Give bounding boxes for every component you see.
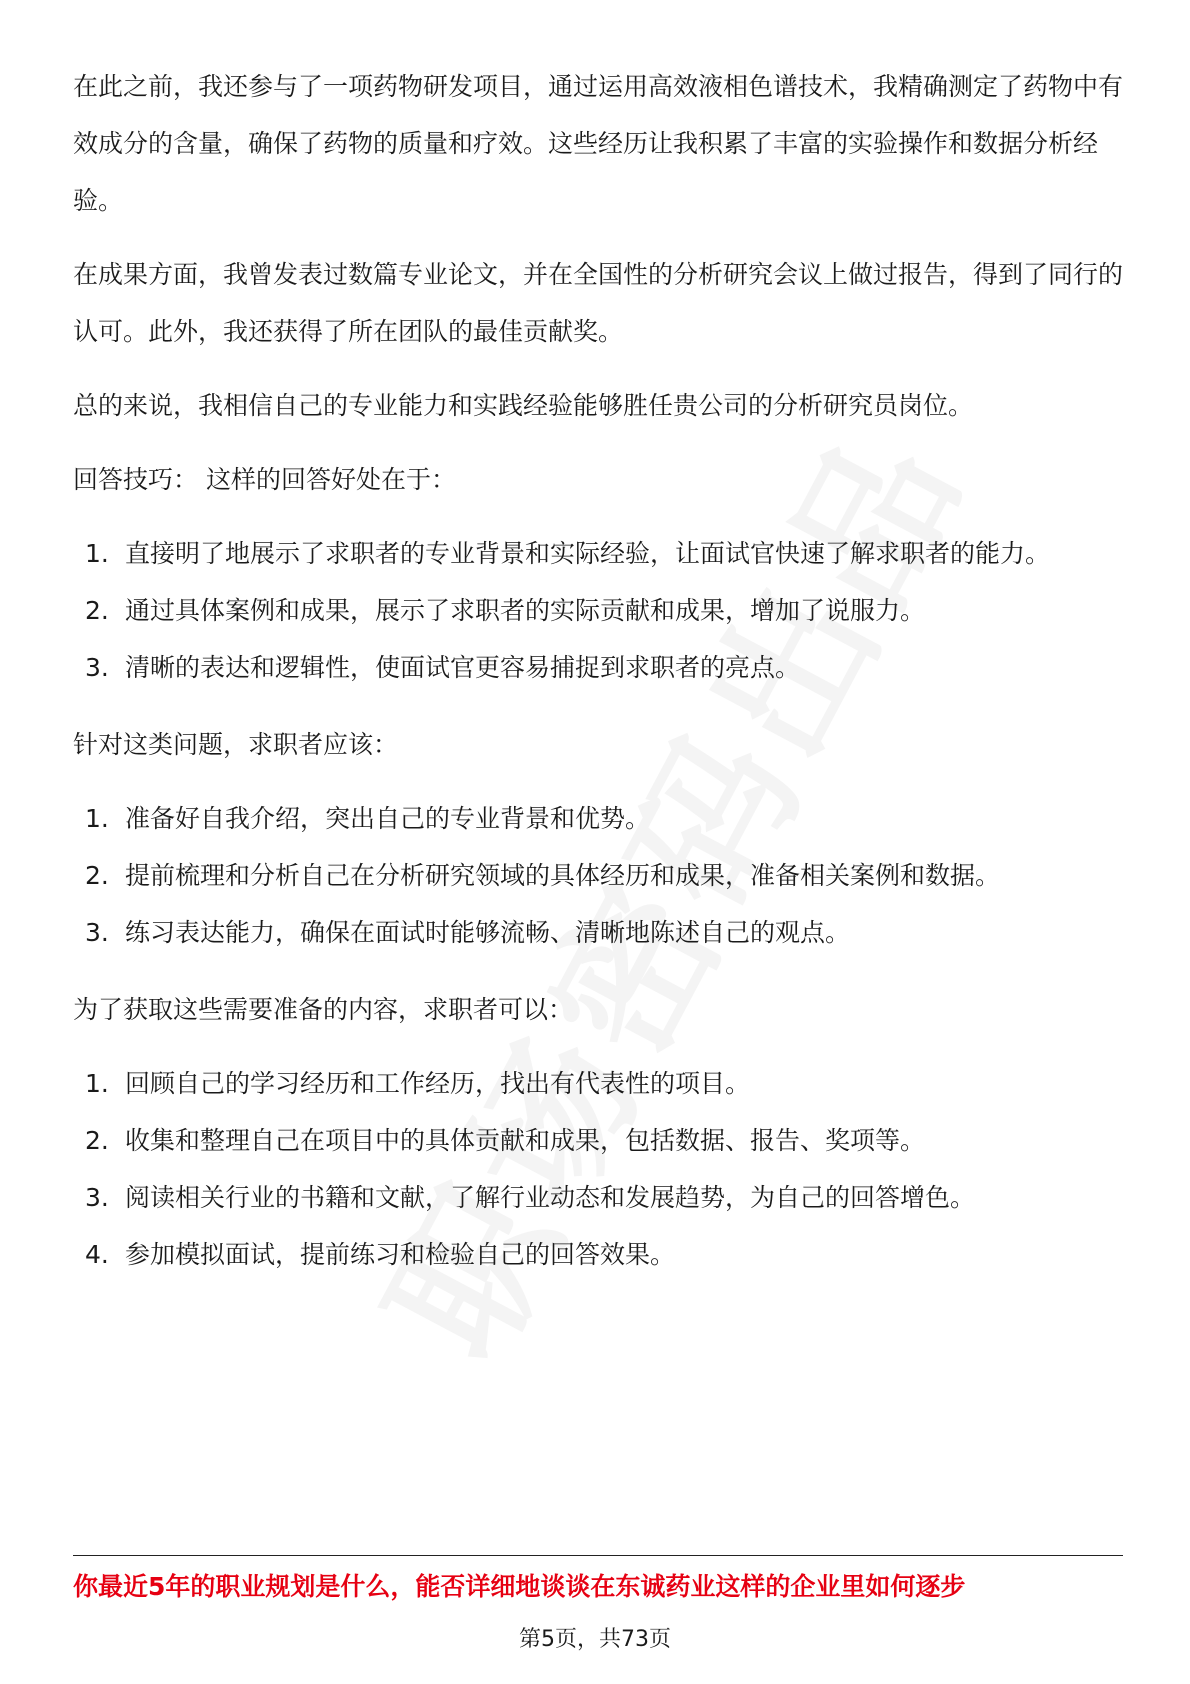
intro-paragraph: 在成果方面，我曾发表过数篇专业论文，并在全国性的分析研究会议上做过报告，得到了同行的认可。此外，我还获得了所在团队的最佳贡献奖。 bbox=[73, 260, 1124, 346]
list-item: 3. 清晰的表达和逻辑性，使面试官更容易捕捉到求职者的亮点。 bbox=[85, 653, 801, 682]
should-list bbox=[73, 790, 1123, 961]
tips-list bbox=[73, 525, 1123, 696]
list-item: 2. 收集和整理自己在项目中的具体贡献和成果，包括数据、报告、奖项等。 bbox=[85, 1126, 926, 1155]
divider bbox=[73, 1555, 1123, 1556]
next-question-heading: 你最近5年的职业规划是什么，能否详细地谈谈在东诚药业这样的企业里如何逐步 bbox=[73, 1572, 966, 1601]
list-item: 1. 回顾自己的学习经历和工作经历，找出有代表性的项目。 bbox=[85, 1069, 751, 1098]
page-number: 第5页，共73页 bbox=[519, 1627, 671, 1652]
list-item: 1. 准备好自我介绍，突出自己的专业背景和优势。 bbox=[85, 804, 651, 833]
tips-heading: 回答技巧： 这样的回答好处在于： bbox=[73, 465, 456, 494]
list-item: 3. 阅读相关行业的书籍和文献，了解行业动态和发展趋势，为自己的回答增色。 bbox=[85, 1183, 976, 1212]
list-item: 4. 参加模拟面试，提前练习和检验自己的回答效果。 bbox=[85, 1240, 676, 1269]
prepare-heading: 为了获取这些需要准备的内容，求职者可以： bbox=[73, 995, 574, 1024]
list-item: 3. 练习表达能力，确保在面试时能够流畅、清晰地陈述自己的观点。 bbox=[85, 918, 851, 947]
page-content bbox=[73, 58, 1123, 1303]
list-item: 1. 直接明了地展示了求职者的专业背景和实际经验，让面试官快速了解求职者的能力。 bbox=[85, 539, 1051, 568]
prepare-list bbox=[73, 1055, 1123, 1283]
should-heading: 针对这类问题，求职者应该： bbox=[73, 730, 399, 759]
intro-paragraph: 总的来说，我相信自己的专业能力和实践经验能够胜任贵公司的分析研究员岗位。 bbox=[73, 391, 974, 420]
list-item: 2. 通过具体案例和成果，展示了求职者的实际贡献和成果，增加了说服力。 bbox=[85, 596, 926, 625]
intro-paragraph: 在此之前，我还参与了一项药物研发项目，通过运用高效液相色谱技术，我精确测定了药物中有效成分的含量，确保了药物的质量和疗效。这些经历让我积累了丰富的实验操作和数据分析经验。 bbox=[73, 72, 1124, 215]
list-item: 2. 提前梳理和分析自己在分析研究领域的具体经历和成果，准备相关案例和数据。 bbox=[85, 861, 1001, 890]
